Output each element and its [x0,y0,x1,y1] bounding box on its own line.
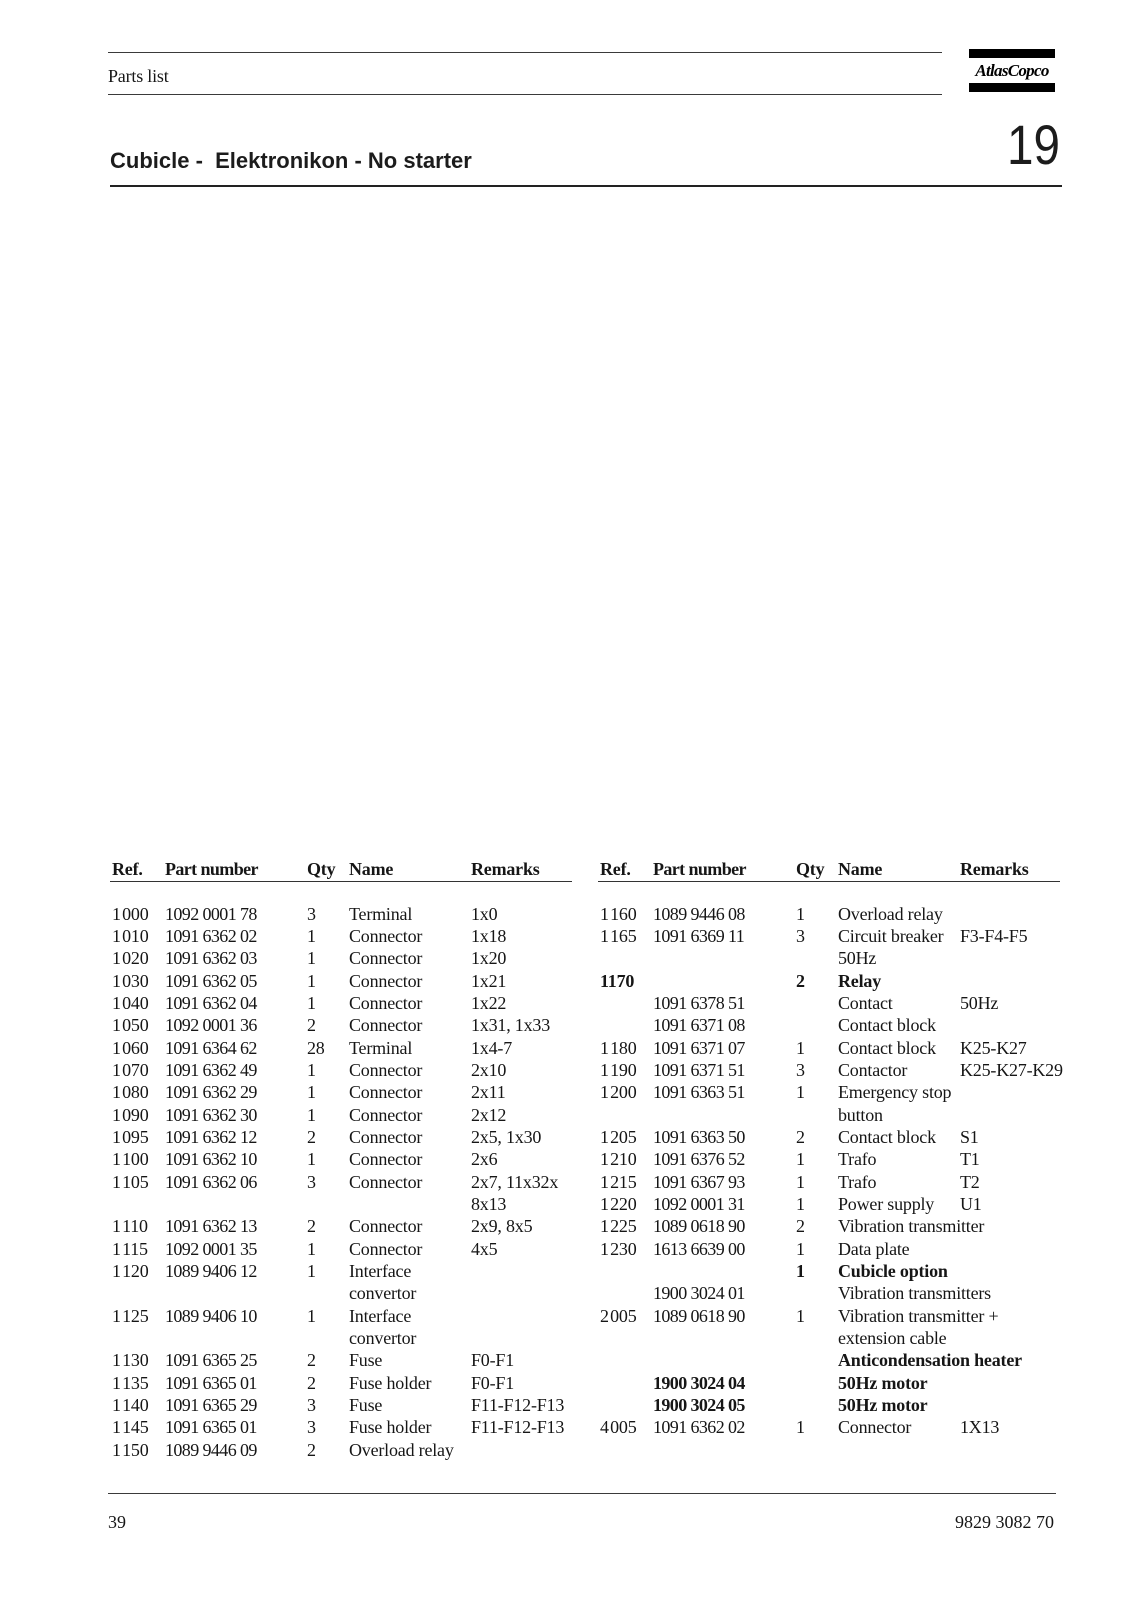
table-row [112,1104,582,1126]
name-cell: Fuse holder [349,1417,432,1438]
remarks-cell: 1x21 [471,970,507,991]
name-cell: Contact block [838,1015,936,1036]
remarks-cell: 2x6 [471,1149,498,1170]
part-number-cell: 1091 6365 25 [165,1350,257,1371]
ref-cell: 1 145 [112,1417,149,1438]
part-number-cell: 1089 0618 90 [653,1305,745,1326]
name-cell: Connector [349,1127,423,1148]
qty-cell: 1 [796,1417,805,1438]
qty-cell: 2 [796,970,805,991]
section-label: Parts list [108,66,169,86]
qty-cell: 1 [796,903,805,924]
ref-cell: 1 230 [600,1238,637,1259]
table-row [600,1037,1070,1059]
name-cell: Cubicle option [838,1261,948,1282]
ref-cell: 1 090 [112,1104,149,1125]
table-row [600,1148,1070,1170]
chapter-number: 19 [1007,113,1060,176]
column-header-remarks: Remarks [471,859,540,879]
remarks-cell: 1X13 [960,1417,1000,1438]
qty-cell: 3 [307,1171,316,1192]
table-row [600,1394,1070,1416]
name-cell: Connector [349,1216,423,1237]
table-row [600,1238,1070,1260]
part-number-cell: 1091 6371 51 [653,1060,745,1081]
ref-cell: 4 005 [600,1417,637,1438]
name-cell: Contact block [838,1127,936,1148]
part-number-cell: 1089 9446 09 [165,1439,257,1460]
name-cell: 50Hz motor [838,1395,928,1416]
page-number: 39 [108,1512,126,1532]
table-row [600,970,1070,992]
table-row [600,1416,1070,1438]
qty-cell: 1 [307,948,316,969]
table-row [600,1126,1070,1148]
remarks-cell: F0-F1 [471,1350,515,1371]
table-row [112,1282,582,1304]
name-cell: Connector [349,1015,423,1036]
document-number: 9829 3082 70 [955,1512,1054,1532]
table-row [112,1037,582,1059]
remarks-cell: 1x18 [471,926,507,947]
qty-cell: 2 [796,1216,805,1237]
column-header-ref: Ref. [600,859,631,879]
part-number-cell: 1091 6364 62 [165,1037,257,1058]
ref-cell: 1 140 [112,1395,149,1416]
part-number-cell: 1091 6362 29 [165,1082,257,1103]
title-rule [110,185,1062,187]
name-cell: Interface [349,1305,412,1326]
logo-top-bar [969,49,1055,58]
name-cell: Connector [349,1238,423,1259]
name-cell: extension cable [838,1328,947,1349]
part-number-cell: 1092 0001 35 [165,1238,257,1259]
name-cell: Connector [349,926,423,947]
name-cell: Connector [349,1104,423,1125]
table-row [600,1372,1070,1394]
table-row [600,1193,1070,1215]
table-row [112,903,582,925]
table-row [112,1193,582,1215]
name-cell: Interface [349,1261,412,1282]
ref-cell: 1 210 [600,1149,637,1170]
remarks-cell: 2x9, 8x5 [471,1216,533,1237]
header-top-rule [108,52,942,53]
part-number-cell: 1091 6371 08 [653,1015,745,1036]
atlas-copco-logo [969,49,1055,92]
remarks-cell: 8x13 [471,1194,507,1215]
table-row [600,925,1070,947]
table-row [112,970,582,992]
remarks-cell: 4x5 [471,1238,498,1259]
table-row [600,947,1070,969]
qty-cell: 1 [796,1037,805,1058]
ref-cell: 1 100 [112,1149,149,1170]
ref-cell: 1 130 [112,1350,149,1371]
table-row [600,1014,1070,1036]
name-cell: Terminal [349,1037,413,1058]
qty-cell: 1 [796,1261,805,1282]
qty-cell: 3 [307,1395,316,1416]
name-cell: convertor [349,1328,417,1349]
name-cell: Power supply [838,1194,935,1215]
name-cell: Trafo [838,1149,877,1170]
name-cell: convertor [349,1283,417,1304]
qty-cell: 2 [307,1127,316,1148]
name-cell: Overload relay [838,903,943,924]
ref-cell: 1 220 [600,1194,637,1215]
name-cell: Connector [349,1060,423,1081]
qty-cell: 1 [307,1149,316,1170]
part-number-cell: 1092 0001 78 [165,903,257,924]
qty-cell: 1 [307,970,316,991]
table-body [600,903,1070,1439]
table-row [112,1126,582,1148]
remarks-cell: 1x0 [471,903,498,924]
table-row [112,1372,582,1394]
table-row [112,1349,582,1371]
table-row [112,1416,582,1438]
remarks-cell: 2x5, 1x30 [471,1127,542,1148]
ref-cell: 1 105 [112,1171,149,1192]
part-number-cell: 1091 6371 07 [653,1037,745,1058]
part-number-cell: 1091 6365 29 [165,1395,257,1416]
table-row [600,903,1070,925]
qty-cell: 28 [307,1037,325,1058]
table-row [600,1305,1070,1327]
name-cell: Contactor [838,1060,908,1081]
qty-cell: 1 [796,1305,805,1326]
ref-cell: 1 190 [600,1060,637,1081]
column-header-qty: Qty [796,859,825,879]
remarks-cell: F11-F12-F13 [471,1395,565,1416]
table-row [112,1305,582,1327]
name-cell: Connector [349,1149,423,1170]
qty-cell: 1 [307,1238,316,1259]
name-cell: Connector [349,1171,423,1192]
qty-cell: 3 [796,1060,805,1081]
name-cell: Vibration transmitter + [838,1305,999,1326]
qty-cell: 1 [307,1104,316,1125]
column-header-part-number: Part number [165,859,258,879]
table-header-underline [110,881,572,882]
name-cell: Fuse [349,1395,383,1416]
part-number-cell: 1091 6362 02 [653,1417,745,1438]
table-row [600,1104,1070,1126]
table-row [112,1238,582,1260]
name-cell: Fuse holder [349,1372,432,1393]
qty-cell: 1 [796,1171,805,1192]
table-row [112,1014,582,1036]
ref-cell: 1 030 [112,970,149,991]
name-cell: Connector [349,970,423,991]
table-row [112,992,582,1014]
name-cell: Data plate [838,1238,910,1259]
name-cell: Terminal [349,903,413,924]
table-row [112,1148,582,1170]
qty-cell: 1 [796,1082,805,1103]
name-cell: button [838,1104,883,1125]
ref-cell: 1 215 [600,1171,637,1192]
table-row [600,1260,1070,1282]
ref-cell: 1 205 [600,1127,637,1148]
ref-cell: 1170 [600,970,635,991]
name-cell: Fuse [349,1350,383,1371]
column-header-name: Name [838,859,883,879]
part-number-cell: 1089 0618 90 [653,1216,745,1237]
part-number-cell: 1091 6365 01 [165,1417,257,1438]
remarks-cell: 2x12 [471,1104,507,1125]
part-number-cell: 1900 3024 05 [653,1395,745,1416]
name-cell: Connector [349,948,423,969]
remarks-cell: 2x10 [471,1060,507,1081]
ref-cell: 1 095 [112,1127,149,1148]
remarks-cell: 50Hz [960,993,999,1014]
remarks-cell: 2x7, 11x32x [471,1171,559,1192]
table-header-underline [598,881,1060,882]
table-row [600,1081,1070,1103]
name-cell: Vibration transmitter [838,1216,985,1237]
name-cell: Connector [349,993,423,1014]
qty-cell: 2 [307,1015,316,1036]
part-number-cell: 1091 6376 52 [653,1149,745,1170]
ref-cell: 1 160 [600,903,637,924]
name-cell: Connector [838,1417,912,1438]
qty-cell: 2 [307,1350,316,1371]
remarks-cell: K25-K27-K29 [960,1060,1063,1081]
ref-cell: 1 010 [112,926,149,947]
part-number-cell: 1089 9446 08 [653,903,745,924]
table-row [112,1059,582,1081]
name-cell: Relay [838,970,881,991]
qty-cell: 1 [307,1060,316,1081]
part-number-cell: 1613 6639 00 [653,1238,745,1259]
remarks-cell: 1x31, 1x33 [471,1015,551,1036]
qty-cell: 1 [796,1238,805,1259]
part-number-cell: 1089 9406 10 [165,1305,257,1326]
logo-wordmark: AtlasCopco [975,61,1049,80]
table-row [112,925,582,947]
remarks-cell: F0-F1 [471,1372,515,1393]
part-number-cell: 1091 6362 49 [165,1060,257,1081]
ref-cell: 1 020 [112,948,149,969]
part-number-cell: 1091 6362 10 [165,1149,257,1170]
table-row [112,1171,582,1193]
parts-table-right [600,858,1070,1458]
part-number-cell: 1091 6369 11 [653,926,745,947]
name-cell: Anticondensation heater [838,1350,1022,1371]
ref-cell: 1 070 [112,1060,149,1081]
ref-cell: 1 150 [112,1439,149,1460]
part-number-cell: 1091 6378 51 [653,993,745,1014]
qty-cell: 2 [307,1216,316,1237]
part-number-cell: 1091 6362 05 [165,970,257,991]
part-number-cell: 1091 6363 50 [653,1127,745,1148]
remarks-cell: 1x22 [471,993,507,1014]
ref-cell: 1 110 [112,1216,148,1237]
ref-cell: 1 165 [600,926,637,947]
name-cell: Contact block [838,1037,936,1058]
parts-table-left [112,858,582,1458]
qty-cell: 1 [796,1194,805,1215]
part-number-cell: 1091 6362 12 [165,1127,257,1148]
name-cell: 50Hz [838,948,877,969]
table-row [600,1059,1070,1081]
name-cell: Trafo [838,1171,877,1192]
ref-cell: 1 060 [112,1037,149,1058]
ref-cell: 1 080 [112,1082,149,1103]
part-number-cell: 1900 3024 01 [653,1283,745,1304]
part-number-cell: 1091 6362 02 [165,926,257,947]
table-row [112,1327,582,1349]
qty-cell: 1 [307,1305,316,1326]
qty-cell: 2 [796,1127,805,1148]
part-number-cell: 1089 9406 12 [165,1261,257,1282]
footer-rule [108,1493,1056,1494]
ref-cell: 2 005 [600,1305,637,1326]
qty-cell: 2 [307,1439,316,1460]
table-row [112,1215,582,1237]
part-number-cell: 1091 6365 01 [165,1372,257,1393]
part-number-cell: 1091 6367 93 [653,1171,745,1192]
remarks-cell: T1 [960,1149,980,1170]
column-header-name: Name [349,859,394,879]
qty-cell: 3 [796,926,805,947]
name-cell: Circuit breaker [838,926,944,947]
table-body [112,903,582,1461]
name-cell: Connector [349,1082,423,1103]
table-row [600,1349,1070,1371]
remarks-cell: K25-K27 [960,1037,1027,1058]
part-number-cell: 1091 6362 13 [165,1216,257,1237]
remarks-cell: 1x4-7 [471,1037,512,1058]
ref-cell: 1 000 [112,903,149,924]
ref-cell: 1 200 [600,1082,637,1103]
column-header-qty: Qty [307,859,336,879]
part-number-cell: 1900 3024 04 [653,1372,745,1393]
column-header-ref: Ref. [112,859,143,879]
table-row [600,1215,1070,1237]
name-cell: Emergency stop [838,1082,952,1103]
table-row [112,1081,582,1103]
qty-cell: 1 [796,1149,805,1170]
qty-cell: 3 [307,903,316,924]
part-number-cell: 1092 0001 36 [165,1015,257,1036]
qty-cell: 1 [307,1082,316,1103]
logo-bottom-bar [969,83,1055,92]
page-title: Cubicle - Elektronikon - No starter [110,148,472,173]
table-row [112,1394,582,1416]
part-number-cell: 1091 6362 04 [165,993,257,1014]
column-header-remarks: Remarks [960,859,1029,879]
table-header [112,858,582,880]
ref-cell: 1 115 [112,1238,148,1259]
table-row [600,1171,1070,1193]
qty-cell: 2 [307,1372,316,1393]
remarks-cell: 2x11 [471,1082,506,1103]
remarks-cell: 1x20 [471,948,507,969]
ref-cell: 1 225 [600,1216,637,1237]
name-cell: 50Hz motor [838,1372,928,1393]
ref-cell: 1 120 [112,1261,149,1282]
ref-cell: 1 180 [600,1037,637,1058]
ref-cell: 1 135 [112,1372,149,1393]
qty-cell: 1 [307,1261,316,1282]
ref-cell: 1 125 [112,1305,149,1326]
ref-cell: 1 040 [112,993,149,1014]
part-number-cell: 1091 6362 03 [165,948,257,969]
part-number-cell: 1091 6363 51 [653,1082,745,1103]
table-row [112,1260,582,1282]
remarks-cell: U1 [960,1194,982,1215]
table-row [112,1439,582,1461]
remarks-cell: F3-F4-F5 [960,926,1028,947]
ref-cell: 1 050 [112,1015,149,1036]
part-number-cell: 1091 6362 06 [165,1171,257,1192]
table-row [600,1327,1070,1349]
table-row [600,1282,1070,1304]
remarks-cell: F11-F12-F13 [471,1417,565,1438]
qty-cell: 3 [307,1417,316,1438]
part-number-cell: 1092 0001 31 [653,1194,745,1215]
column-header-part-number: Part number [653,859,746,879]
header-bottom-rule [108,94,942,95]
name-cell: Overload relay [349,1439,454,1460]
table-row [600,992,1070,1014]
name-cell: Contact [838,993,893,1014]
remarks-cell: S1 [960,1127,979,1148]
part-number-cell: 1091 6362 30 [165,1104,257,1125]
table-header [600,858,1070,880]
qty-cell: 1 [307,993,316,1014]
remarks-cell: T2 [960,1171,980,1192]
qty-cell: 1 [307,926,316,947]
name-cell: Vibration transmitters [838,1283,991,1304]
table-row [112,947,582,969]
